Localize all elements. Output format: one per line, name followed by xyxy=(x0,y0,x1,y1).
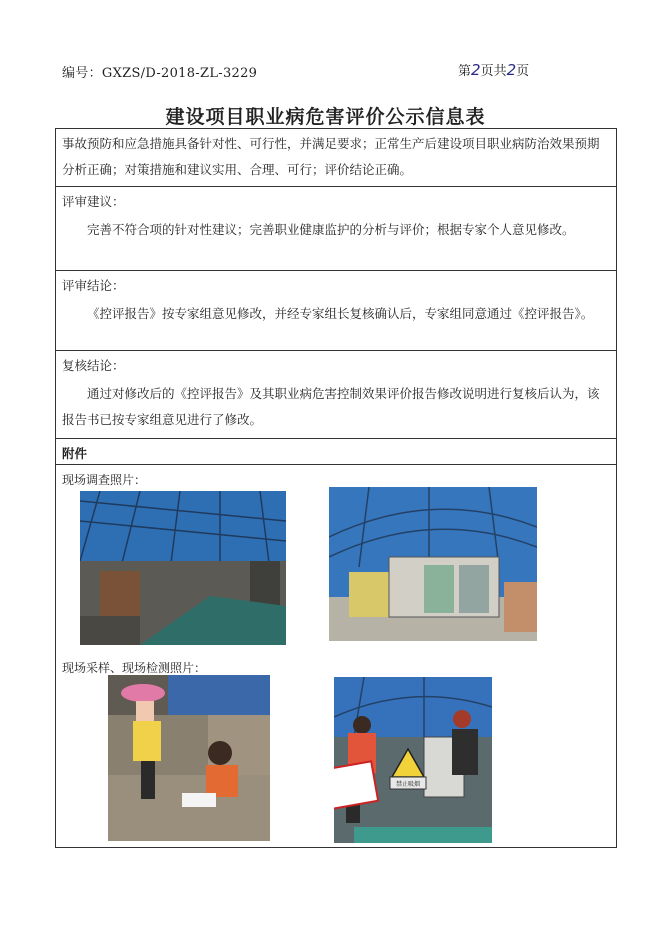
attachment-label: 附件 xyxy=(62,446,88,461)
document-code: 编号：GXZS/D-2018-ZL-3229 xyxy=(62,66,258,81)
recheck-section xyxy=(56,351,616,439)
page-indicator xyxy=(458,60,529,79)
recheck-label: 复核结论： xyxy=(62,358,125,373)
suggestion-section xyxy=(56,187,616,271)
info-table xyxy=(55,128,617,848)
sampling-photos-label: 现场采样、现场检测照片： xyxy=(62,661,207,675)
page-current: 2 xyxy=(471,61,481,79)
intro-text: 事故预防和应急措施具备针对性、可行性，并满足要求；正常生产后建设项目职业病防治效果预期分析正确；对策措施和建议实用、合理、可行；评价结论正确。 xyxy=(62,136,600,177)
recheck-text: 通过对修改后的《控评报告》及其职业病危害控制效果评价报告修改说明进行复核后认为，该报告书已按专家组意见进行了修改。 xyxy=(62,386,600,427)
conclusion-text: 《控评报告》按专家组意见修改，并经专家组长复核确认后，专家组同意通过《控评报告》。 xyxy=(87,306,594,321)
suggestion-label: 评审建议： xyxy=(62,194,125,209)
conclusion-label: 评审结论： xyxy=(62,278,125,293)
page-title: 建设项目职业病危害评价公示信息表 xyxy=(165,106,486,128)
intro-section xyxy=(56,129,616,187)
survey-photos-label: 现场调查照片： xyxy=(62,473,147,487)
attachment-section xyxy=(56,439,616,465)
warning-sign-text: 禁止吸烟 xyxy=(395,781,421,788)
page-prefix: 第 xyxy=(458,64,472,79)
page-suffix: 页 xyxy=(516,64,530,79)
sampling-photo-detection xyxy=(334,677,492,843)
survey-photo-workshop xyxy=(80,491,286,645)
conclusion-section xyxy=(56,271,616,351)
survey-photo-warehouse xyxy=(329,487,537,641)
page-total: 2 xyxy=(506,61,517,79)
suggestion-text: 完善不符合项的针对性建议；完善职业健康监护的分析与评价；根据专家个人意见修改。 xyxy=(87,222,575,237)
page-middle: 页共 xyxy=(480,64,507,79)
sampling-photo-workers xyxy=(108,675,270,841)
